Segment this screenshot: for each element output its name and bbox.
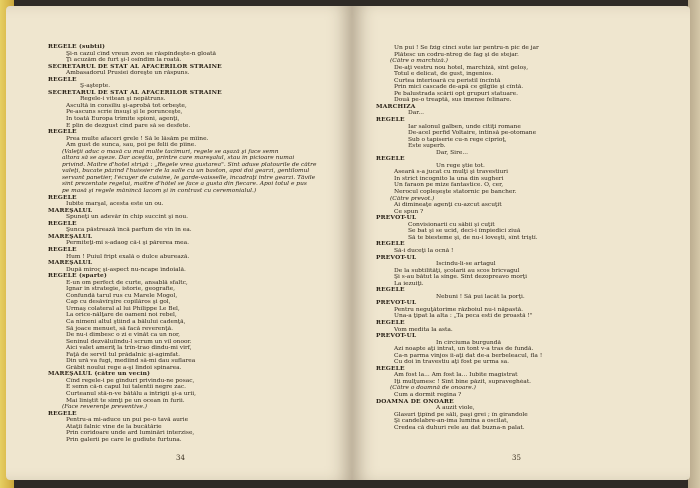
verse-line: Este superb. xyxy=(408,143,446,150)
verse-line: Iar salonul galben, unde citiţi romane xyxy=(408,123,521,130)
verse-line: Pentru-a mi-aduce un pui pe-o tavă aurie xyxy=(66,417,189,424)
speaker-name: REGELE xyxy=(48,220,77,227)
verse-line: Convisionarii cu săbii şi cuţit xyxy=(408,221,495,228)
verse-line: Spuneţi un adevăr în chip succint şi nou. xyxy=(66,214,189,221)
left-page-text xyxy=(48,44,338,443)
verse-line: Iscindu-li-se artagul xyxy=(436,261,496,268)
verse-line: Totul e delicat, de gust, ingenios. xyxy=(394,71,494,78)
verse-line: Permiteţi-mi s-adaog că-i şi părerea mea. xyxy=(66,240,189,247)
verse-line: E-un om perfect de curte, ansablă sfaltc, xyxy=(66,279,188,286)
speaker-name: MAREŞALUL xyxy=(48,207,93,214)
speaker-name: SECRETARUL DE STAT AL AFACERILOR STRĂINE xyxy=(48,89,222,96)
speaker-name: REGELE xyxy=(48,76,77,83)
verse-line: De la subtilităţi, şcolarii au scos bricvagul xyxy=(394,267,520,274)
stage-direction: (Către o doamnă de onoare.) xyxy=(390,385,476,392)
verse-line: Nerocul copleşeşte statornic pe bancher. xyxy=(394,189,517,196)
verse-line: Să te biesteme şi, de nu-i loveşti, sînt triştî. xyxy=(408,234,538,241)
verse-line: Plătesc un codru-ntreg de fag şi de stejar. xyxy=(394,51,519,58)
verse-line: Ascultă in consiliu şi-aprobă tot orbeşte, xyxy=(66,102,187,109)
verse-line: Vom medita la asta. xyxy=(394,326,453,333)
verse-line: Confundă tarul rus cu Marele Mogol, xyxy=(66,292,178,299)
verse-line: În circiuma burgundă xyxy=(436,339,501,346)
verse-line: Un rege ştie tot. xyxy=(436,162,485,169)
left-page-number: 34 xyxy=(176,454,185,462)
verse-line: Aici valet ameriţ la trîn-trao dîndu-mi vîrf, xyxy=(66,345,192,352)
verse-line: Ce spun ? xyxy=(394,208,424,215)
stage-direction: pe masă şi regele mănîncă lacom şi în contrast cu ceremonialul.) xyxy=(62,188,257,195)
right-page xyxy=(352,6,690,480)
verse-line: Din ură va fugi, mediind să-mi dau suflarea xyxy=(66,358,196,365)
speaker-name: REGELE xyxy=(48,129,77,136)
verse-line: Ai dimineaţe agenţi cu-azcut ascuţit xyxy=(394,202,502,209)
speaker-name: PRÉVÔT-UL xyxy=(376,254,417,261)
stage-direction: privind. Maître d'hotel strigă : „Regele vrea gustarea". Sînt aduse platourile de către xyxy=(62,161,317,168)
verse-line: Ţi acuzăm de furt şi-l osîndim la roată. xyxy=(66,57,182,64)
verse-line: Mai liniştit te simţi pe un ocean în furii. xyxy=(66,397,185,404)
right-page-text xyxy=(376,45,676,431)
verse-line: A auzit viole, xyxy=(436,405,475,412)
speaker-name: MAREŞALUL xyxy=(48,233,93,240)
verse-line: Prin micî cascade de-apă ce gîlgîie şi cîntă. xyxy=(394,84,524,91)
verse-line: Şi candelabre-an-ima lumina a oscilat, xyxy=(394,418,509,425)
speaker-name: REGELE (subtil) xyxy=(48,44,106,50)
stage-direction: (Face reverenţe preventive.) xyxy=(62,404,148,411)
speaker-name: REGELE xyxy=(376,365,405,372)
verse-line: După mirος şi-aspect nu-ncape îndoială. xyxy=(66,266,186,273)
speaker-name: MARCHIZA xyxy=(376,103,416,110)
speaker-name: MAREŞALUL xyxy=(48,260,93,267)
verse-line: E plin de dezgust cînd pare să se desfete. xyxy=(66,122,191,129)
speaker-name: REGELE xyxy=(376,319,405,326)
verse-line: Curtea interioară cu peristil încîntă xyxy=(394,77,501,84)
verse-line: Prin coridoare unde ard luminări interzise, xyxy=(66,430,195,437)
speaker-name: REGELE xyxy=(376,241,405,248)
verse-line: De nu-i dimbesc o zi e vînăt ca un nor, xyxy=(66,332,181,339)
speaker-name: PRÉVÔT-UL xyxy=(376,333,417,340)
verse-line: Să joace menuet, să facă reverenţă. xyxy=(66,325,173,332)
verse-line: Seninul dezvăluiîndu-l scrum un vil onoor. xyxy=(66,338,192,345)
verse-line: Faţă de servil tul prădalnic şi-agimfat. xyxy=(66,351,180,358)
verse-line: Una-a ţipat la alta : „Ta peca esti de proastă !" xyxy=(394,313,533,320)
verse-line: E semn că-n capul lui talentii negre zac. xyxy=(66,384,187,391)
verse-line: Sub o tapiserie cu-n rege ciprioţ, xyxy=(408,136,507,143)
verse-line: Cap cu desăvîrşire copilăros şi gol, xyxy=(66,299,171,306)
verse-line: Curteanul stă-n-ve bătălu a intrigii şi-a urii, xyxy=(66,390,196,397)
speaker-name: REGELE xyxy=(48,246,77,253)
speaker-name: REGELE (sparte) xyxy=(48,273,107,280)
verse-line: De-acel perfid Voltaire, intinsă pe-otomane xyxy=(408,130,537,137)
verse-line: Şunca păstrează încă parfum de vin în ea. xyxy=(66,227,192,234)
speaker-name: PRÉVÔT-UL xyxy=(376,300,417,307)
verse-line: Pentru neguţătorime războiul nu-i năpastă. xyxy=(394,306,523,313)
verse-line: În strict incognito la una din sugheri xyxy=(394,175,504,182)
speaker-name: REGELE xyxy=(48,194,77,201)
speaker-name: MAREŞALUL (către un vecin) xyxy=(48,371,151,378)
speaker-name: REGELE xyxy=(376,117,405,124)
verse-line: Cu doi în travestiu aţi fost pe urma sa. xyxy=(394,359,509,366)
verse-line: Şi-n cazul cînd vreun zvon se răspîndeşte-n gloată xyxy=(66,50,216,57)
verse-line: Nebuni ! Să pui lacăt la porţi. xyxy=(436,293,525,300)
verse-line: De-aţi vestru nou hotel, marchiză, sînt geloș, xyxy=(394,64,529,71)
verse-line: Îţi mulţumesc ! Sînt bine păzit, supraveghéat. xyxy=(394,378,532,385)
verse-line: Ambasadorul Prusiei doreşte un răspuns. xyxy=(66,70,190,77)
verse-line: Azi noapte aţi intrat, un tont v-a tras de fundă. xyxy=(394,346,534,353)
verse-line: Ca nimeni altul ştiind a bălului cadenţă, xyxy=(66,318,186,325)
verse-line: Cum a dormit regina ? xyxy=(394,391,462,398)
verse-line: Un pui ! Se fzig cinci sute iar pentru-n pic de jar xyxy=(394,45,539,51)
verse-line: Glasuri ţipînd pe săli, paşi grei ; în girandole xyxy=(394,411,528,418)
verse-line: Ignar în strategie, istorie, geografie, xyxy=(66,286,176,293)
verse-line: Iubite marşal, acesta este un ou. xyxy=(66,201,164,208)
verse-line: Ca-n parma vînjos îi-aţi dat de-a berbeleacul, fla ! xyxy=(394,352,543,359)
speaker-name: PRÉVÔT-UL xyxy=(376,215,417,222)
verse-line: Şi s-au bătut la sînge. Sînt dezopreavo morţi xyxy=(394,274,528,281)
verse-line: Prin galerii pe care le gudiute furtuna. xyxy=(66,436,182,443)
speaker-name: REGELE xyxy=(48,410,77,417)
verse-line: În toată Europa trimite spioni, agenţi, xyxy=(66,116,180,123)
verse-line: Ş-aştepte. xyxy=(80,83,111,90)
left-page xyxy=(6,6,352,480)
verse-line: La orice-nălţare de oameni noi rebel, xyxy=(66,312,177,319)
verse-line: La iezuiţi. xyxy=(394,280,424,287)
stage-direction: altora să se aşeze. Dar aceştia, printre care mareşalul, stau în picioare numai xyxy=(62,155,295,162)
stage-direction: valeţi, bucate păzind l'huissier de la salle cu un baston, apoi doi gearzi, gentilomul xyxy=(62,168,310,175)
stage-direction: (Către o marchiză.) xyxy=(390,58,448,65)
verse-line: Să-i duceţi la ocnă ! xyxy=(394,247,454,254)
speaker-name: SECRETARUL DE STAT AL AFACERILOR STRĂINE xyxy=(48,63,222,70)
verse-line: Grăbit noului rege a-şi lîndoi spinarea. xyxy=(66,364,182,371)
verse-line: Dar... xyxy=(408,110,425,117)
verse-line: Credea că duhuri rele au dat buzna-n palat. xyxy=(394,424,525,431)
stage-direction: (Valeţii aduc o masă cu mai multe tacîmuri, regele se aşază şi face semn xyxy=(62,148,279,155)
verse-line: Un faraon pe mize fantastice. O, cer, xyxy=(394,182,504,189)
verse-line: Regele-i vitean şi nepătruns. xyxy=(80,96,166,103)
verse-line: Ataţii falnic vine de la bucătărie xyxy=(66,423,162,430)
speaker-name: REGELE xyxy=(376,156,405,163)
verse-line: Dar, Sire... xyxy=(436,149,468,156)
verse-line: Hum ! Puiul fript exală o dulce aburează. xyxy=(66,253,190,260)
verse-line: Aseară s-a jucat cu mulţi şi travestiuri xyxy=(394,169,508,176)
verse-line: Urmaş colateral al lui Philippe Le Bel, xyxy=(66,305,180,312)
verse-line: Pe-ascuns scrie însuşi şi le porunceşte, xyxy=(66,109,183,116)
verse-line: Cînd regele-i pe gînduri privindu-ne posac, xyxy=(66,377,195,384)
verse-line: Am fost la... Am fost la... Iubite magistrat xyxy=(394,372,518,379)
stage-direction: (Către prevot.) xyxy=(390,195,435,202)
right-page-number: 35 xyxy=(512,454,521,462)
speaker-name: DOAMNA DE ONOARE xyxy=(376,398,454,405)
verse-line: Pe balustrada scării opt grupuri statuare. xyxy=(394,90,519,97)
verse-line: Prea multe afaceri grele ! Să le lăsăm pe mîine. xyxy=(66,135,209,142)
verse-line: Două pe-o treaptă, sus imense felinare. xyxy=(394,97,512,104)
verse-line: Am gust de sunca, sau, poi pe felii de pîine. xyxy=(66,142,197,149)
verse-line: Se bat şi se ucid, deci-i împiedici ziuă xyxy=(408,228,521,235)
stage-direction: sînt prezentate regelui, maître d'hôtel se face a gusta din fiecare. Apoi totul e pus xyxy=(62,181,307,188)
speaker-name: REGELE xyxy=(376,287,405,294)
stage-direction: servant panetier, l'écuyer de cuisine, le garde-vaisselle, încadraţi între gearzi. Tăvile xyxy=(62,174,316,181)
